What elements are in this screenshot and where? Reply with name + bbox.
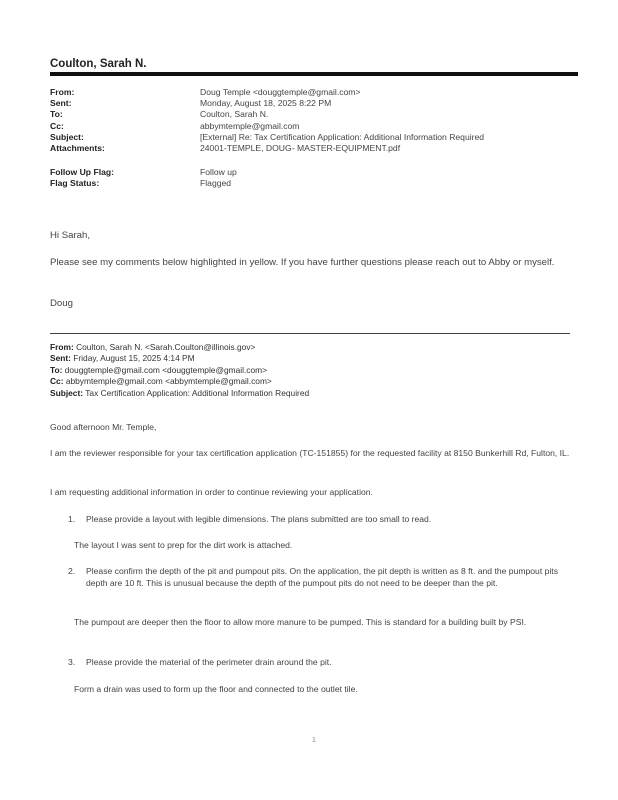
header-spacer — [50, 154, 484, 167]
original-cc-value: abbymtemple@gmail.com <abbymtemple@gmail.com> — [65, 376, 272, 387]
header-label: Follow Up Flag: — [50, 167, 114, 178]
header-row-attachments — [50, 143, 484, 154]
header-row-to — [50, 109, 484, 120]
original-cc-row — [50, 376, 309, 387]
flag-status-value: Flagged — [200, 178, 232, 189]
page-number: 1 — [312, 737, 316, 744]
original-from-label: From: — [50, 342, 74, 352]
header-sent-value: Monday, August 18, 2025 8:22 PM — [200, 98, 332, 109]
original-sent-row — [50, 353, 309, 364]
original-subject-label: Subject: — [50, 387, 84, 398]
original-to-row — [50, 365, 309, 376]
original-message-header — [50, 342, 309, 399]
header-row-from — [50, 87, 484, 98]
original-subject-row — [50, 388, 309, 399]
header-label: Attachments: — [50, 143, 105, 154]
header-divider-thick — [50, 72, 578, 76]
email-header-block — [50, 87, 484, 190]
header-row-cc — [50, 121, 484, 132]
message-intro: I am the reviewer responsible for your tax certification application (TC-151855) for the requested facility at 8150 Bunkerhill Rd, Fulton, IL. — [50, 448, 570, 458]
header-label: Cc: — [50, 120, 64, 131]
item-number: 2. — [68, 566, 76, 576]
item-1-reply: The layout I was sent to prep for the dirt work is attached. — [74, 540, 293, 550]
attachment-link[interactable]: 24001-TEMPLE, DOUG- MASTER-EQUIPMENT.pdf — [200, 143, 401, 154]
header-from-value: Doug Temple <douggtemple@gmail.com> — [200, 87, 361, 97]
mailbox-owner-name: Coulton, Sarah N. — [50, 58, 147, 70]
original-from-value: Coulton, Sarah N. <Sarah.Coulton@illinois.gov> — [76, 342, 256, 352]
reply-signoff: Doug — [50, 298, 73, 309]
header-label: Sent: — [50, 98, 72, 109]
header-label: Flag Status: — [50, 178, 100, 189]
item-number: 3. — [68, 657, 76, 667]
item-text: Please confirm the depth of the pit and pumpout pits. On the application, the pit depth is written as 8 ft. and the pumpout pits depth are 10 ft. This is unusual because the depth of the pumpout pits do not need to be deeper than the pit. — [86, 566, 558, 588]
original-to-value: douggtemple@gmail.com <douggtemple@gmail.com> — [64, 364, 268, 375]
message-request: I am requesting additional information in order to continue reviewing your application. — [50, 487, 373, 497]
request-item-3 — [68, 656, 568, 668]
item-3-reply: Form a drain was used to form up the floor and connected to the outlet tile. — [74, 684, 358, 694]
original-from-row — [50, 342, 309, 353]
header-subject-value: [External] Re: Tax Certification Application: Additional Information Required — [200, 131, 485, 142]
header-row-sent — [50, 98, 484, 109]
original-to-label: To: — [50, 364, 63, 375]
header-label: To: — [50, 109, 63, 120]
item-text: Please provide a layout with legible dimensions. The plans submitted are too small to read. — [86, 514, 432, 524]
original-sent-value: Friday, August 15, 2025 4:14 PM — [73, 353, 195, 364]
message-greeting: Good afternoon Mr. Temple, — [50, 422, 157, 432]
request-item-2 — [68, 565, 568, 589]
item-2-reply: The pumpout are deeper then the floor to allow more manure to be pumped. This is standard for a building built by PSI. — [74, 617, 527, 627]
forwarded-divider — [50, 333, 570, 334]
header-to-value: Coulton, Sarah N. — [200, 109, 269, 120]
header-row-follow-up-flag — [50, 167, 484, 178]
original-cc-label: Cc: — [50, 376, 64, 387]
original-subject-value: Tax Certification Application: Additional Information Required — [85, 387, 310, 398]
reply-greeting: Hi Sarah, — [50, 230, 90, 241]
header-label: From: — [50, 87, 75, 97]
header-row-subject — [50, 132, 484, 143]
header-label: Subject: — [50, 131, 84, 142]
header-row-flag-status — [50, 178, 484, 189]
header-cc-value: abbymtemple@gmail.com — [200, 120, 300, 131]
item-text: Please provide the material of the perimeter drain around the pit. — [86, 657, 332, 667]
reply-paragraph: Please see my comments below highlighted in yellow. If you have further questions please reach out to Abby or myself. — [50, 257, 555, 268]
request-item-1 — [68, 513, 568, 525]
original-sent-label: Sent: — [50, 353, 71, 364]
follow-up-flag-value: Follow up — [200, 167, 237, 178]
item-number: 1. — [68, 514, 76, 524]
